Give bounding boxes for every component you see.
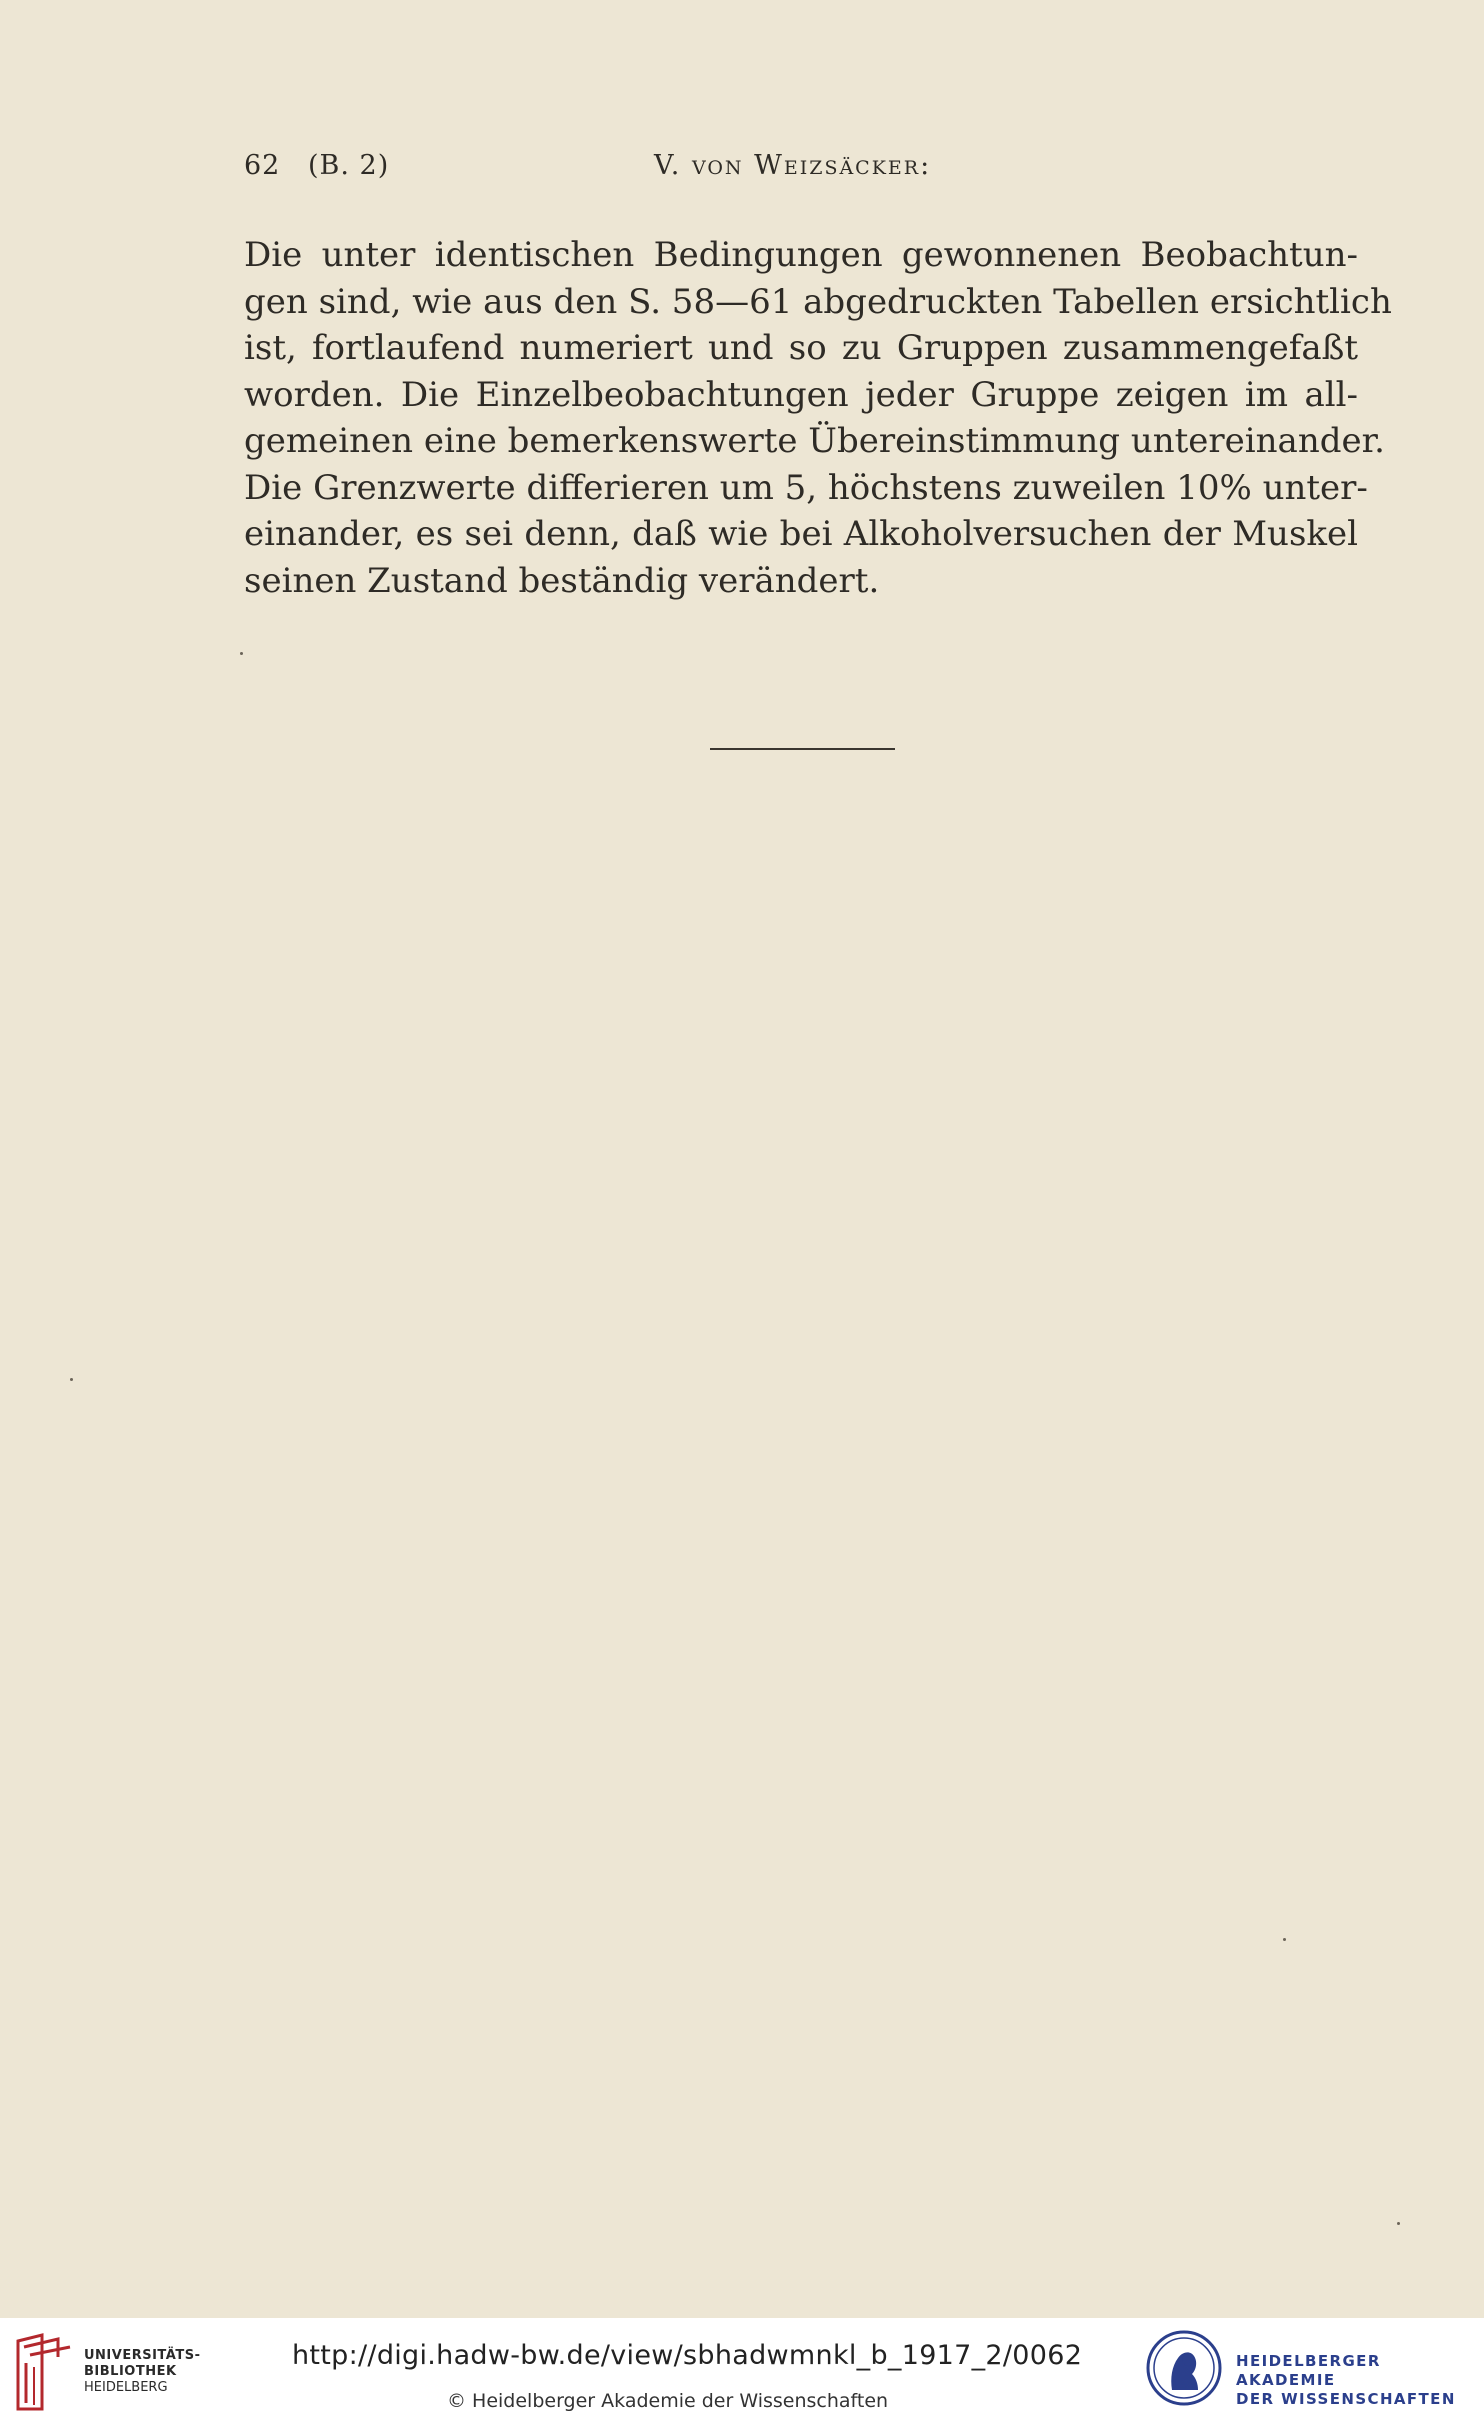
text-line: einander, es sei denn, daß wie bei Alkoholversuchen der Muskel	[244, 514, 1358, 554]
university-library-name	[84, 2348, 200, 2396]
academy-seal-icon[interactable]	[1146, 2330, 1222, 2406]
academy-line: HEIDELBERGER AKADEMIE	[1236, 2352, 1381, 2389]
paper-speck	[1283, 1938, 1286, 1941]
academy-line: DER WISSENSCHAFTEN	[1236, 2390, 1456, 2408]
signature-mark: (B. 2)	[308, 150, 390, 181]
paper-speck	[1397, 2222, 1400, 2225]
text-line: worden. Die Einzelbeobachtungen jeder Gruppe zeigen im all-	[244, 374, 1358, 415]
section-end-rule	[710, 748, 895, 750]
text-line: gemeinen eine bemerkenswerte Übereinstimmung untereinander.	[244, 421, 1385, 461]
text-line: gen sind, wie aus den S. 58—61 abgedruckten Tabellen ersichtlich	[244, 281, 1392, 322]
academy-name	[1236, 2352, 1484, 2409]
running-head-author: V. von Weizsäcker:	[654, 150, 932, 181]
text-line: seinen Zustand beständig verändert.	[244, 560, 880, 601]
paper-speck	[240, 652, 243, 655]
university-library-logo-icon[interactable]	[14, 2333, 74, 2413]
body-paragraph	[244, 232, 1392, 604]
running-head	[244, 150, 1244, 190]
library-line: HEIDELBERG	[84, 2380, 168, 2395]
library-line: UNIVERSITÄTS-	[84, 2348, 201, 2363]
permalink-url[interactable]: http://digi.hadw-bw.de/view/sbhadwmnkl_b_1917_2/0062	[292, 2340, 1083, 2371]
paper-speck	[70, 1378, 73, 1381]
page-number: 62	[244, 150, 281, 181]
library-line: BIBLIOTHEK	[84, 2364, 177, 2379]
text-line: Die Grenzwerte differieren um 5, höchstens zuweilen 10% unter-	[244, 467, 1368, 508]
text-line: Die unter identischen Bedingungen gewonnenen Beobachtun-	[244, 235, 1358, 275]
copyright-notice: © Heidelberger Akademie der Wissenschaften	[447, 2390, 889, 2412]
footer-bar	[0, 2318, 1484, 2425]
text-line: ist, fortlaufend numeriert und so zu Gruppen zusammengefaßt	[244, 328, 1358, 368]
